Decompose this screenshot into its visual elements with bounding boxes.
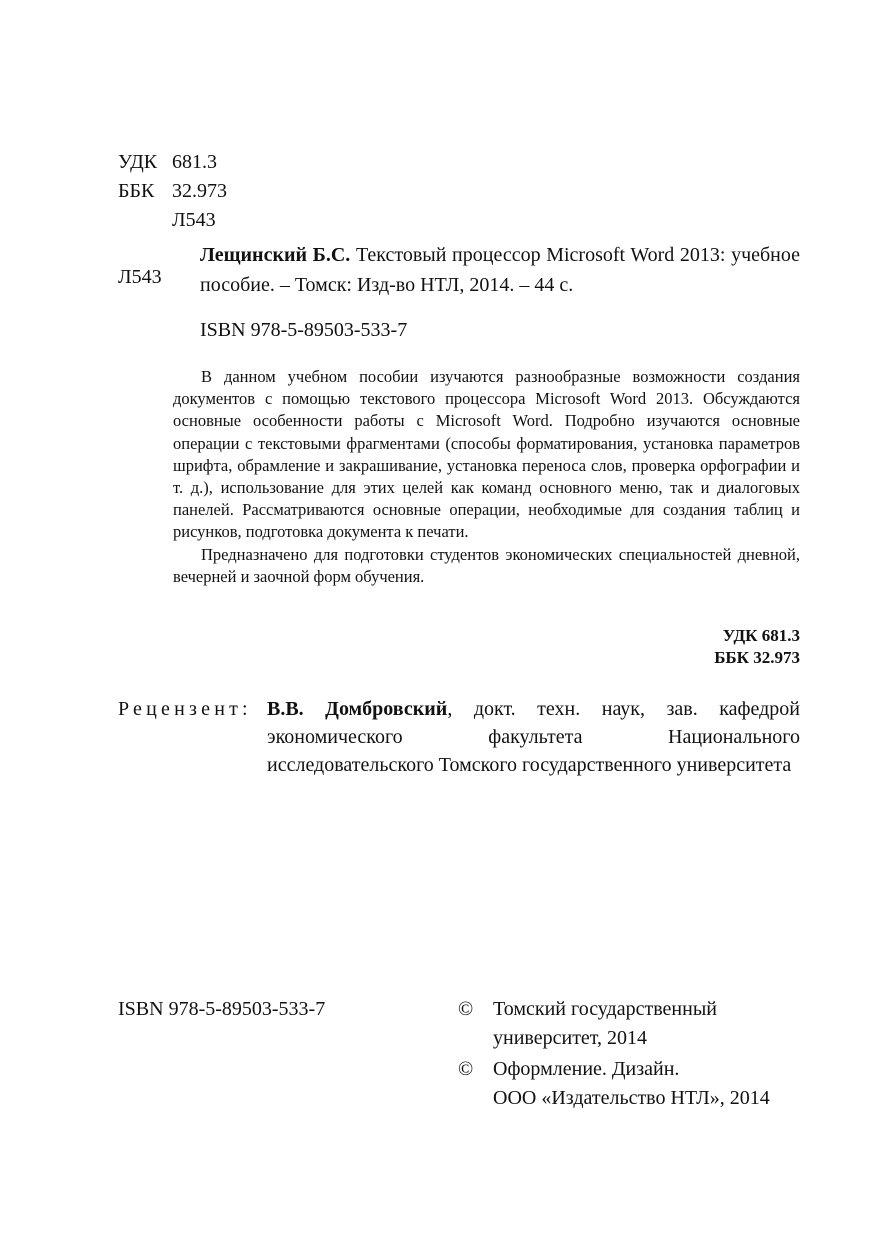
annotation-purpose: Предназначено для подготовки студентов экономических специальностей дневной, вечерней и заочной форм обучения. <box>173 544 800 586</box>
isbn-record: ISBN 978-5-89503-533-7 <box>200 319 408 341</box>
udk-value: 681.3 <box>172 151 217 173</box>
isbn-footer: ISBN 978-5-89503-533-7 <box>118 998 326 1020</box>
bbk-label: ББК <box>118 180 155 202</box>
copyright-icon: © <box>458 1058 474 1080</box>
copyright-publisher <box>458 1055 808 1113</box>
cutter-mark-header: Л543 <box>172 209 216 231</box>
bibliographic-record <box>200 240 800 300</box>
classification-block <box>714 625 800 669</box>
copyright-publisher-line: ООО «Издательство НТЛ», 2014 <box>493 1087 770 1109</box>
reviewer-name: В.В. Домбровский <box>267 698 448 720</box>
cutter-mark-side: Л543 <box>118 266 162 288</box>
copyright-icon: © <box>458 998 474 1020</box>
udk-header <box>118 148 217 177</box>
annotation-paragraph: В данном учебном пособии изучаются разнообразные возможности создания документов с помощью текстового процессора Microsoft Word 2013. Обсуждаются основные особенности работы с Microsoft Word. Подробно изучаются основные операции с текстовыми фрагментами (способы форматирования, установка параметров шрифта, обрамление и закрашивание, установка переноса слов, проверка орфографии и т. д.), использование для этих целей как команд основного меню, так и диалоговых панелей. Рассматриваются основные операции, необходимые для создания таблиц и рисунков, подготовка документа к печати. <box>173 367 800 542</box>
bbk-header <box>118 177 227 206</box>
copyright-design-line: Оформление. Дизайн. <box>493 1058 680 1080</box>
reviewer-info <box>267 695 800 779</box>
reviewer-details: , докт. техн. наук, зав. кафедрой экономического факультета Национального исследовательского Томского государственного университета <box>267 698 800 776</box>
udk-code: УДК 681.3 <box>722 626 800 645</box>
annotation <box>173 366 800 588</box>
bibliographic-description: Текстовый процессор Microsoft Word 2013: учебное пособие. – Томск: Изд-во НТЛ, 2014. – 44 с. <box>200 244 801 296</box>
bbk-value: 32.973 <box>172 180 227 202</box>
bbk-code: ББК 32.973 <box>714 648 800 667</box>
author-name: Лещинский Б.С. <box>200 244 351 266</box>
reviewer-label: Рецензент: <box>118 698 252 720</box>
udk-label: УДК <box>118 151 158 173</box>
copyright-university <box>458 995 808 1053</box>
copyright-university-text: Томский государственный университет, 2014 <box>493 998 717 1049</box>
